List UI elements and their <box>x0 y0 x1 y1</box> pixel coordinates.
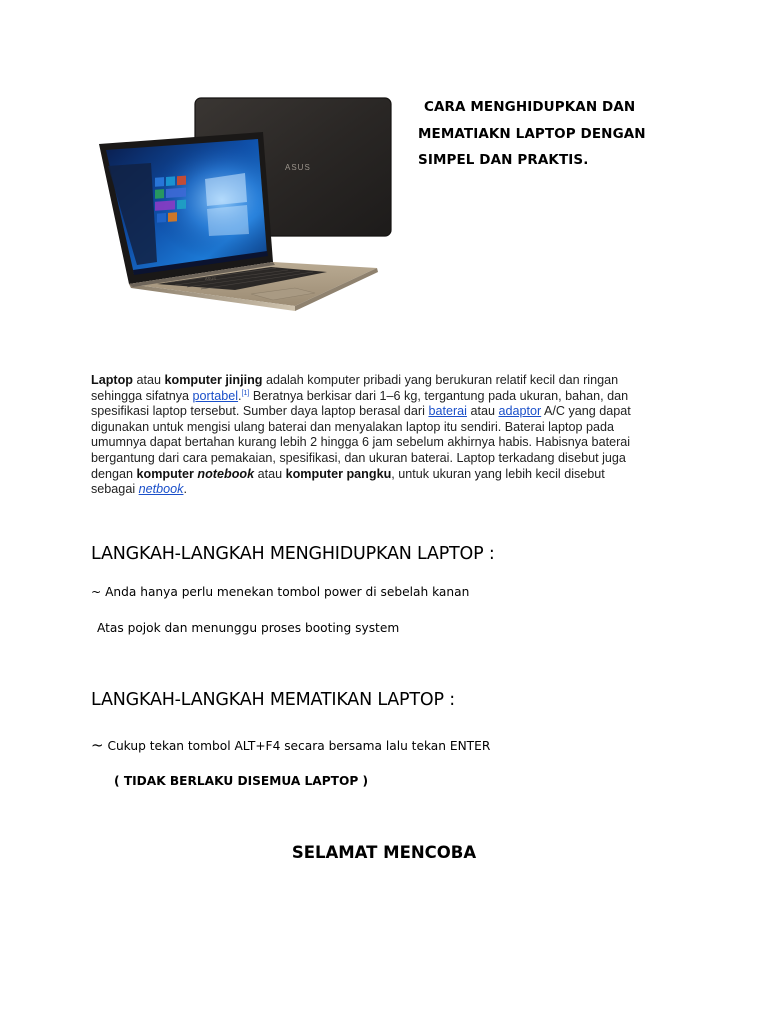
heading-turn-off: LANGKAH-LANGKAH MEMATIKAN LAPTOP : <box>91 690 455 710</box>
intro-line <box>91 482 671 498</box>
term-komputer-jinjing: komputer jinjing <box>164 373 263 387</box>
term-komputer: komputer <box>136 466 194 481</box>
turn-off-note: ( TIDAK BERLAKU DISEMUA LAPTOP ) <box>114 774 369 788</box>
text-span: atau <box>254 466 286 481</box>
citation-ref[interactable]: [1] <box>241 389 250 397</box>
asus-logo: ASUS <box>285 163 311 172</box>
term-komputer-pangku: komputer pangku <box>285 466 392 481</box>
intro-paragraph <box>91 373 671 498</box>
term-notebook: notebook <box>197 466 255 481</box>
intro-line: bergantung dari cara pemakaian, spesifikasi, dan ukuran baterai. Laptop terkadang disebut juga <box>91 450 626 465</box>
title-line-1: CARA MENGHIDUPKAN DAN <box>424 99 636 115</box>
turn-off-step-text: Cukup tekan tombol ALT+F4 secara bersama lalu tekan ENTER <box>103 739 491 753</box>
term-laptop: Laptop <box>91 373 133 387</box>
text-span: Beratnya berkisar dari 1–6 kg, tergantung pada ukuran, bahan, dan <box>249 388 629 403</box>
text-span: , untuk ukuran yang lebih kecil disebut <box>391 466 605 481</box>
document-title <box>418 94 688 174</box>
svg-text:ASUS: ASUS <box>205 276 216 281</box>
link-netbook[interactable] <box>139 482 184 496</box>
intro-line: umumnya dapat bertahan kurang lebih 2 hingga 6 jam sebelum akhirnya habis. Habisnya baterai <box>91 435 631 450</box>
turn-off-step-1 <box>91 736 490 754</box>
text-span: spesifikasi laptop tersebut. Sumber daya laptop berasal dari <box>91 404 429 419</box>
netbook-text: netbook <box>138 482 184 497</box>
link-adaptor[interactable]: adaptor <box>498 404 542 419</box>
closing-text: SELAMAT MENCOBA <box>291 843 477 862</box>
intro-line <box>91 404 671 420</box>
intro-line: sehingga sifatnya portabel.[1] Beratnya berkisar dari 1–6 kg, tergantung pada ukuran, bahan, dan <box>91 388 629 403</box>
link-portabel[interactable]: portabel <box>192 388 239 403</box>
text-span: A/C yang dapat <box>541 404 631 419</box>
text-span: adalah komputer pribadi yang berukuran relatif kecil dan ringan <box>262 373 619 387</box>
text-span: atau <box>466 404 499 419</box>
intro-line: digunakan untuk mengisi ulang baterai dan menyalakan laptop itu sendiri. Baterai laptop pada <box>91 419 614 434</box>
link-baterai[interactable]: baterai <box>428 404 467 419</box>
title-line-3: SIMPEL DAN PRAKTIS. <box>418 152 589 168</box>
intro-line <box>91 467 671 483</box>
turn-on-step-2: Atas pojok dan menunggu proses booting system <box>97 621 400 635</box>
title-line-2: MEMATIAKN LAPTOP DENGAN <box>418 125 646 142</box>
text-span: sebagai <box>91 482 139 497</box>
tilde-mark: ~ <box>91 736 104 754</box>
text-span: atau <box>132 373 165 387</box>
intro-line <box>91 373 671 389</box>
text-span: dengan <box>91 466 137 481</box>
heading-turn-on: LANGKAH-LANGKAH MENGHIDUPKAN LAPTOP : <box>91 544 495 564</box>
text-span: . <box>183 482 187 497</box>
text-span: sehingga sifatnya <box>91 388 193 403</box>
laptop-image <box>95 94 395 316</box>
turn-on-step-1: ~ Anda hanya perlu menekan tombol power di sebelah kanan <box>91 585 470 599</box>
